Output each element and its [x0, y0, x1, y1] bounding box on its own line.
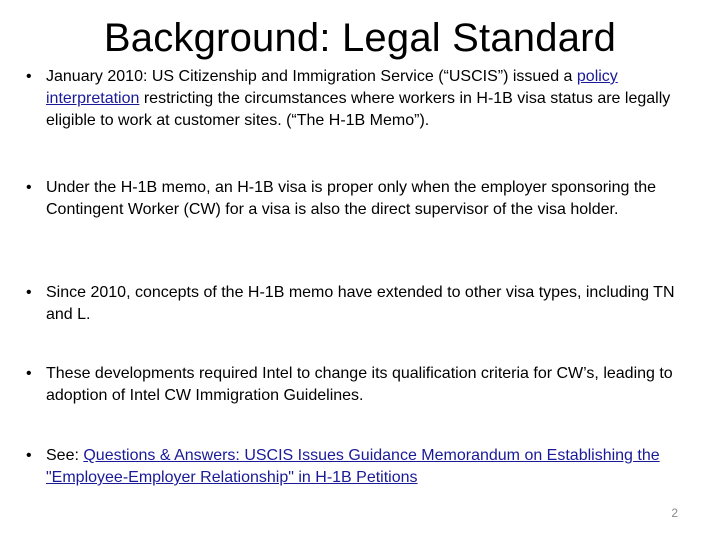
- bullet-2-text: Under the H-1B memo, an H-1B visa is proper only when the employer sponsoring the Contingent Worker (CW) for a visa is also the direct supervisor of the visa holder.: [46, 179, 657, 218]
- bullet-5-text-start: See:: [46, 447, 84, 464]
- bullet-item-4: [26, 363, 696, 407]
- bullet-item-3: [26, 282, 696, 326]
- bullet-1-text-end: restricting the circumstances where workers in H-1B visa status are legally eligible to work at customer sites. (“The H-1B Memo”).: [46, 90, 671, 129]
- bullet-1-text-start: January 2010: US Citizenship and Immigration Service (“USCIS”) issued a: [46, 68, 577, 85]
- bullet-4-text: These developments required Intel to change its qualification criteria for CW’s, leading to adoption of Intel CW Immigration Guidelines.: [46, 365, 673, 404]
- page-number: 2: [671, 506, 678, 520]
- policy-interpretation-link[interactable]: policy interpretation: [46, 68, 618, 107]
- slide-title: Background: Legal Standard: [103, 16, 617, 60]
- bullet-3-text: Since 2010, concepts of the H-1B memo have extended to other visa types, including TN and L.: [46, 284, 675, 323]
- bullet-item-5: [26, 445, 696, 489]
- bullet-item-1: [26, 66, 696, 132]
- uscis-guidance-memo-link[interactable]: Questions & Answers: USCIS Issues Guidance Memorandum on Establishing the "Employee-Employer Relationship" in H-1B Petitions: [46, 447, 660, 486]
- bullet-item-2: [26, 177, 696, 221]
